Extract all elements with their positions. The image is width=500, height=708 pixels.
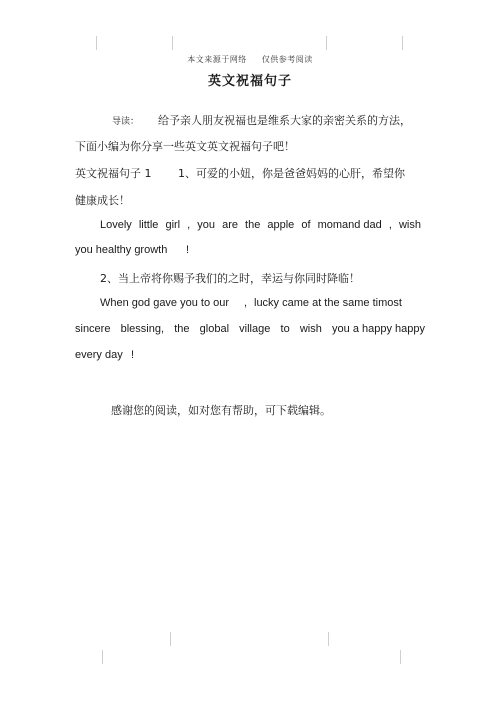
word: momand dad xyxy=(317,219,382,231)
word: are xyxy=(222,219,238,231)
word: you a happy happy xyxy=(332,323,425,335)
word: global xyxy=(199,323,230,335)
item1-english-line-1 xyxy=(100,219,421,231)
margin-mark xyxy=(172,36,173,50)
intro-line-1: 给予亲人朋友祝福也是维系大家的亲密关系的方法， xyxy=(158,114,411,127)
intro-line-2: 下面小编为你分享一些英文英文祝福句子吧！ xyxy=(75,140,295,153)
item1-english-line-2-end: ! xyxy=(186,244,190,256)
word: the xyxy=(245,219,261,231)
source-note-reference: 仅供参考阅读 xyxy=(261,55,313,64)
word: the xyxy=(174,323,190,335)
word: little xyxy=(138,219,159,231)
margin-mark xyxy=(400,650,401,664)
thanks-note: 感谢您的阅读，如对您有帮助，可下载编辑。 xyxy=(111,404,331,417)
item2-english-line-1-rest: lucky came at the same timost xyxy=(254,297,402,309)
word: you xyxy=(197,219,216,231)
word: wish xyxy=(398,219,421,231)
item2-english-line-1: When god gave you to our xyxy=(100,297,230,309)
word: wish xyxy=(299,323,322,335)
word: girl xyxy=(165,219,181,231)
margin-mark xyxy=(326,36,327,50)
word: Lovely xyxy=(100,219,132,231)
word: sincere xyxy=(75,323,111,335)
margin-mark xyxy=(96,36,97,50)
item2-english-line-2 xyxy=(75,323,425,335)
item2-english-line-3: every day xyxy=(75,349,123,361)
word: , xyxy=(388,219,392,231)
intro-label: 导读： xyxy=(112,117,140,127)
margin-mark xyxy=(328,632,329,646)
item1-chinese-line-1: 1、可爱的小妞，你是爸爸妈妈的心肝，希望你 xyxy=(178,167,405,180)
item2-chinese: 2、当上帝将你赐予我们的之时，幸运与你同时降临！ xyxy=(100,272,360,285)
word: blessing, xyxy=(120,323,165,335)
word: , xyxy=(187,219,191,231)
item2-english-line-3-end: ! xyxy=(131,349,135,361)
section-heading: 英文祝福句子 1 xyxy=(75,167,152,180)
margin-mark xyxy=(402,36,403,50)
margin-mark xyxy=(170,632,171,646)
source-note-origin: 本文来源于网络 xyxy=(187,55,247,64)
item1-chinese-line-2: 健康成长！ xyxy=(75,194,130,207)
word: of xyxy=(301,219,311,231)
item2-english-line-1-comma: , xyxy=(244,297,248,309)
word: to xyxy=(280,323,290,335)
word: apple xyxy=(267,219,295,231)
item1-english-line-2: you healthy growth xyxy=(75,244,168,256)
source-note xyxy=(0,54,500,65)
page-title: 英文祝福句子 xyxy=(207,74,292,89)
word: village xyxy=(239,323,271,335)
margin-mark xyxy=(102,650,103,664)
